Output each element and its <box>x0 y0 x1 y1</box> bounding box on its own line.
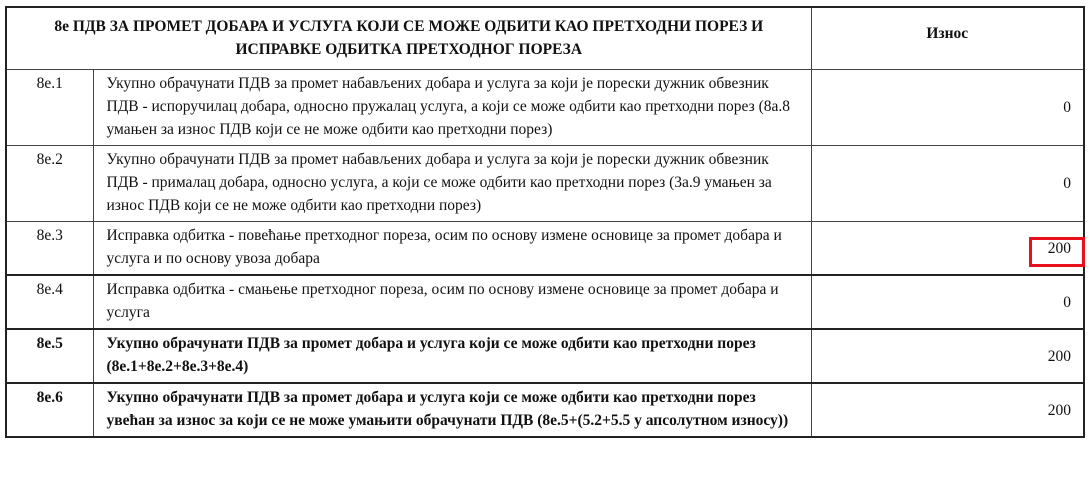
table-row <box>6 146 1084 222</box>
row-code: 8е.6 <box>6 383 93 437</box>
row-amount[interactable]: 200 <box>811 383 1084 437</box>
row-amount[interactable]: 200 <box>811 329 1084 383</box>
row-description: Исправка одбитка - смањење претходног пореза, осим по основу измене основице за промет добара и услуга <box>93 275 811 329</box>
table-row-total <box>6 329 1084 383</box>
row-description: Укупно обрачунати ПДВ за промет набављених добара и услуга за који је порески дужник обвезник ПДВ - испоручилац добара, односно пружалац услуга, а који се може одбити као претходни порез (8а.8 умањен за износ ПДВ који се не може одбити као претходни порез) <box>93 70 811 146</box>
row-description: Укупно обрачунати ПДВ за промет набављених добара и услуга за који је порески дужник обвезник ПДВ - прималац добара, односно услуга, а који се може одбити као претходни порез (3а.9 умањен за износ ПДВ који се не може одбити као претходни порез) <box>93 146 811 222</box>
row-description: Укупно обрачунати ПДВ за промет добара и услуга који се може одбити као претходни порез (8е.1+8е.2+8е.3+8е.4) <box>93 329 811 383</box>
table-header-row <box>6 7 1084 70</box>
row-code: 8е.3 <box>6 222 93 276</box>
section-title: 8е ПДВ ЗА ПРОМЕТ ДОБАРА И УСЛУГА КОЈИ СЕ МОЖЕ ОДБИТИ КАО ПРЕТХОДНИ ПОРЕЗ И ИСПРАВКЕ ОДБИТКА ПРЕТХОДНОГ ПОРЕЗА <box>6 7 811 70</box>
row-code: 8е.4 <box>6 275 93 329</box>
row-code: 8е.5 <box>6 329 93 383</box>
row-amount[interactable]: 200 <box>1047 239 1071 257</box>
vat-deduction-table <box>5 6 1085 438</box>
amount-column-header: Износ <box>811 7 1084 70</box>
row-description: Исправка одбитка - повећање претходног пореза, осим по основу измене основице за промет добара и услуга и по основу увоза добара <box>93 222 811 276</box>
row-amount[interactable]: 0 <box>811 70 1084 146</box>
row-code: 8е.2 <box>6 146 93 222</box>
row-amount[interactable]: 0 <box>811 275 1084 329</box>
table-row-total <box>6 383 1084 437</box>
table-row <box>6 70 1084 146</box>
row-amount-cell[interactable] <box>811 222 1084 276</box>
row-description: Укупно обрачунати ПДВ за промет добара и услуга који се може одбити као претходни порез увећан за износ за који се не може умањити обрачунати ПДВ (8е.5+(5.2+5.5 у апсолутном износу)) <box>93 383 811 437</box>
row-amount[interactable]: 0 <box>811 146 1084 222</box>
table-row <box>6 222 1084 276</box>
table-row <box>6 275 1084 329</box>
row-code: 8е.1 <box>6 70 93 146</box>
